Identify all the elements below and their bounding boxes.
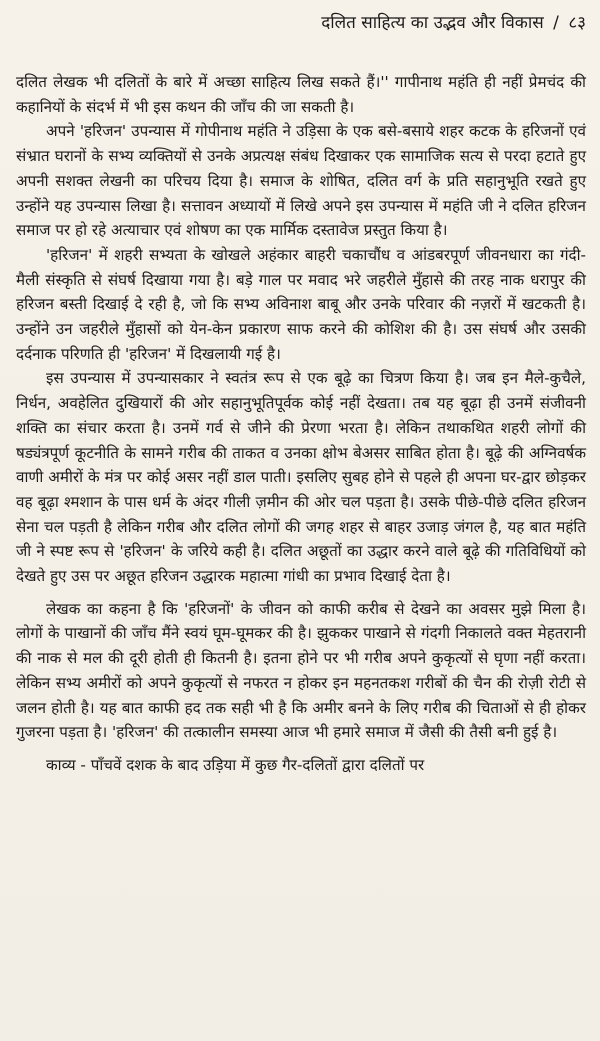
- paragraph: अपने 'हरिजन' उपन्यास में गोपीनाथ महंति ने उड़िसा के एक बसे-बसाये शहर कटक के हरिजनों एवं संभ्रात घरानों के सभ्य व्यक्तियों से उनके अप्रत्यक्ष संबंध दिखाकर एक सामाजिक सत्य से परदा हटाते हुए अपनी सशक्त लेखनी का परिचय दिया है। समाज के शोषित, दलित वर्ग के प्रति सहानुभूति रखते हुए उन्होंने यह उपन्यास लिखा है। सत्तावन अध्यायों में लिखे अपने इस उपन्यास में महंति जी ने दलित हरिजन समाज पर हो रहे अत्याचार एवं शोषण का एक मार्मिक दस्तावेज प्रस्तुत किया है।: [16, 122, 586, 240]
- paragraph: काव्य - पाँचवें दशक के बाद उड़िया में कुछ गैर-दलितों द्वारा दलितों पर: [46, 755, 425, 774]
- body-text: [16, 70, 586, 778]
- page-number: ८३: [568, 13, 586, 33]
- paragraph: इस उपन्यास में उपन्यासकार ने स्वतंत्र रूप से एक बूढ़े का चित्रण किया है। जब इन मैले-कुचैले, निर्धन, अवहेलित दुखियारों की ओर सहानुभूतिपूर्वक कोई नहीं देखता। तब यह बूढ़ा ही उनमें संजीवनी शक्ति का संचार करता है। उनमें गर्व से जीने की प्रेरणा भरता है। लेकिन तथाकथित शहरी लोगों की षड्यंत्रपूर्ण कूटनीति के सामने गरीब की ताकत व उनका क्षोभ बेअसर साबित होता है। बूढ़े की अग्निवर्षक वाणी अमीरों के मंत्र पर कोई असर नहीं डाल पाती। इसलिए सुबह होने से पहले ही अपना घर-द्वार छोड़कर वह बूढ़ा श्मशान के पास धर्म के अंदर गीली ज़मीन की ओर चल पड़ता है। उसके पीछे-पीछे दलित हरिजन सेना चल पड़ती है लेकिन गरीब और दलित लोगों की जगह शहर से बाहर उजाड़ जंगल है, यह बात महंति जी ने स्पष्ट रूप से 'हरिजन' के जरिये कही है। दलित अछूतों का उद्धार करने वाले बूढ़े की गतिविधियों को देखते हुए उस पर अछूत हरिजन उद्धारक महात्मा गांधी का प्रभाव दिखाई देता है।: [16, 369, 586, 586]
- header-separator: /: [553, 13, 559, 33]
- paragraph: लेखक का कहना है कि 'हरिजनों' के जीवन को काफी करीब से देखने का अवसर मुझे मिला है। लोगों के पाखानों की जाँच मैंने स्वयं घूम-घूमकर की है। झुककर पाखाने से गंदगी निकालते वक्त मेहतरानी की नाक से मल की दूरी होती ही कितनी है। इतना होने पर भी गरीब अपने कुकृत्यों से घृणा नहीं करता। लेकिन सभ्य अमीरों को अपने कुकृत्यों से नफरत न होकर इन महनतकश गरीबों की चैन की रोज़ी रोटी से जलन होती है। यह बात काफी हद तक सही भी है कि अमीर बनने के लिए गरीब की चिताओं से ही होकर गुजरना पड़ता है। 'हरिजन' की तत्कालीन समस्या आज भी हमारे समाज में जैसी की तैसी बनी हुई है।: [16, 599, 586, 742]
- paragraph: 'हरिजन' में शहरी सभ्यता के खोखले अहंकार बाहरी चकाचौंध व आंडबरपूर्ण जीवनधारा का गंदी-मैली संस्कृति से संघर्ष दिखाया गया है। बड़े गाल पर मवाद भरे जहरीले मुँहासे की तरह नाक धरापुर की हरिजन बस्ती दिखाई दे रही है, जो कि सभ्य अविनाश बाबू और उनके परिवार की नज़रों में खटकती है। उन्होंने उन जहरीले मुँहासों को येन-केन प्रकारण साफ करने की कोशिश की है। उस संघर्ष और उसकी दर्दनाक परिणति ही 'हरिजन' में दिखलायी गई है।: [16, 245, 586, 363]
- paragraph: दलित लेखक भी दलितों के बारे में अच्छा साहित्य लिख सकते हैं।'' गापीनाथ महंति ही नहीं प्रेमचंद की कहानियों के संदर्भ में भी इस कथन की जाँच की जा सकती है।: [16, 73, 586, 116]
- running-title: दलित साहित्य का उद्भव और विकास: [321, 13, 544, 33]
- running-header: [16, 10, 586, 40]
